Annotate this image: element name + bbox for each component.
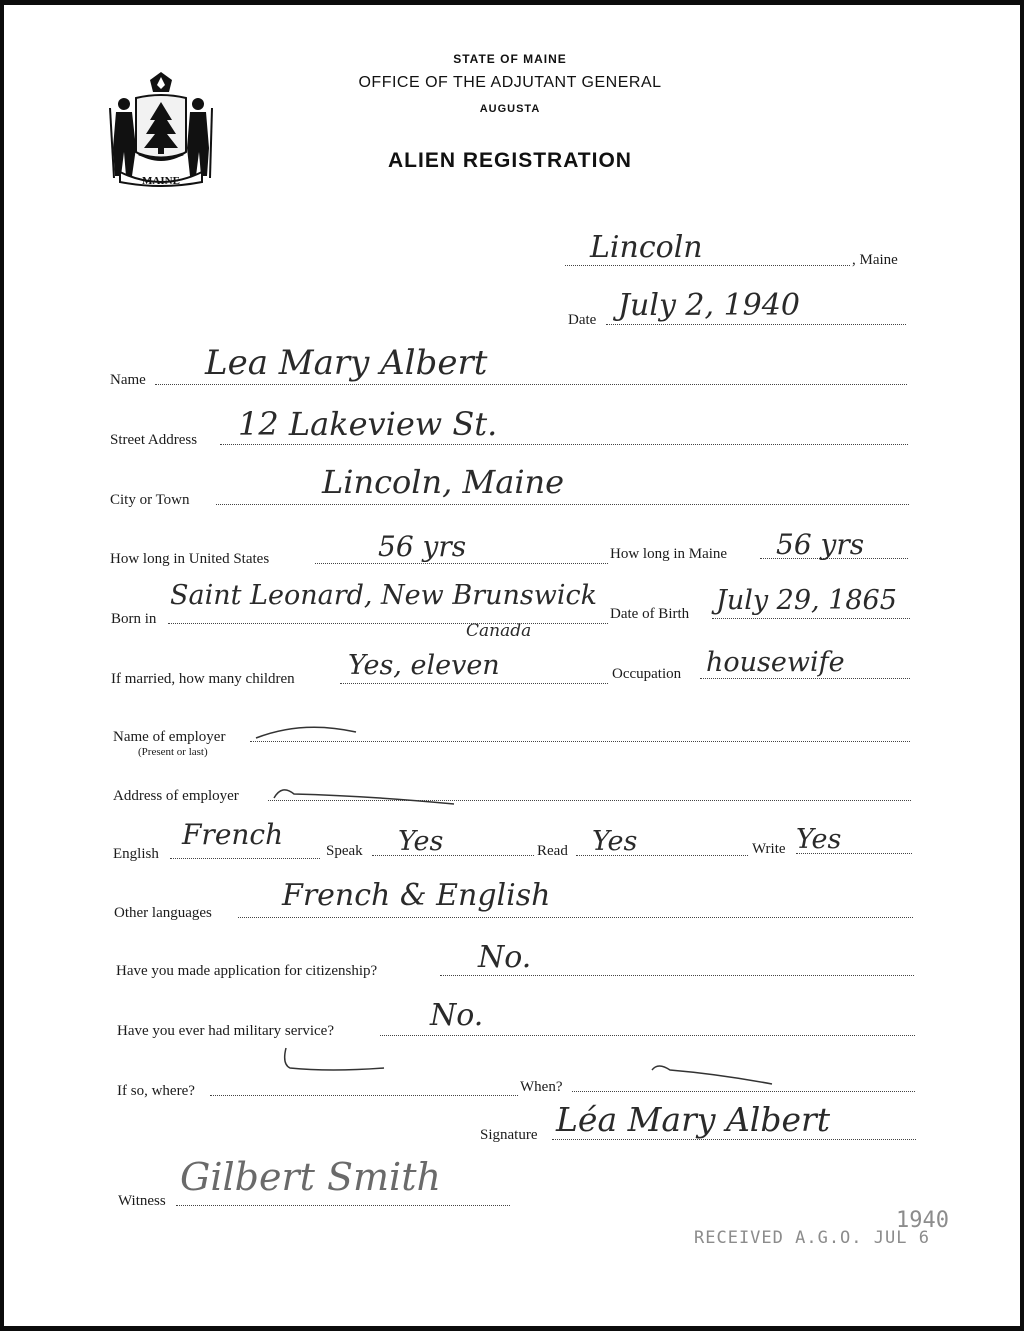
state-seal-icon	[106, 68, 216, 190]
occupation-field	[700, 678, 910, 679]
signature-value: Léa Mary Albert	[556, 1100, 831, 1139]
read-value: Yes	[592, 826, 638, 857]
children-value: Yes, eleven	[348, 650, 500, 681]
us-duration-value: 56 yrs	[378, 530, 467, 563]
employer-label: Name of employer	[113, 729, 226, 745]
scan-border-bottom	[0, 1326, 1024, 1331]
when-field	[572, 1091, 915, 1092]
maine-duration-label: How long in Maine	[610, 546, 728, 562]
received-stamp-year: 1940	[896, 1208, 949, 1233]
born-country-value: Canada	[466, 621, 532, 641]
employer-address-dash-mark	[270, 780, 460, 808]
place-value: Lincoln	[590, 230, 703, 265]
english-label: English	[113, 846, 159, 862]
signature-label: Signature	[480, 1127, 538, 1143]
street-field	[220, 444, 908, 445]
us-duration-field	[315, 563, 608, 564]
born-label: Born in	[111, 611, 157, 627]
name-label: Name	[110, 372, 146, 388]
employer-sublabel: (Present or last)	[138, 746, 208, 758]
speak-value: Yes	[398, 826, 444, 857]
header-office: OFFICE OF THE ADJUTANT GENERAL	[358, 74, 662, 91]
speak-field	[372, 855, 534, 856]
children-field	[340, 683, 608, 684]
born-value: Saint Leonard, New Brunswick	[170, 580, 597, 611]
dob-label: Date of Birth	[610, 606, 690, 622]
place-field	[565, 265, 850, 266]
employer-dash-mark	[252, 718, 362, 742]
other-languages-field	[238, 917, 913, 918]
city-field	[216, 504, 909, 505]
citizenship-field	[440, 975, 914, 976]
other-languages-value: French & English	[282, 878, 551, 913]
header-city: AUGUSTA	[479, 103, 541, 115]
when-label: When?	[520, 1079, 563, 1095]
military-label: Have you ever had military service?	[117, 1023, 334, 1039]
date-value: July 2, 1940	[618, 288, 800, 323]
born-field	[168, 623, 608, 624]
scan-border-right	[1020, 0, 1024, 1331]
maine-duration-value: 56 yrs	[776, 528, 865, 561]
employer-address-label: Address of employer	[113, 788, 239, 804]
citizenship-value: No.	[478, 940, 532, 975]
write-value: Yes	[796, 824, 842, 855]
where-field	[210, 1095, 518, 1096]
header-state: STATE OF MAINE	[453, 52, 567, 66]
english-field	[170, 858, 320, 859]
name-value: Lea Mary Albert	[205, 343, 488, 383]
witness-field	[176, 1205, 510, 1206]
other-languages-label: Other languages	[114, 905, 212, 921]
where-dash-mark	[280, 1046, 390, 1076]
signature-field	[552, 1139, 916, 1140]
english-value: French	[182, 818, 284, 851]
place-suffix: , Maine	[852, 252, 898, 268]
witness-label: Witness	[118, 1193, 166, 1209]
occupation-value: housewife	[706, 647, 845, 678]
occupation-label: Occupation	[612, 666, 682, 682]
us-duration-label: How long in United States	[110, 551, 270, 567]
svg-text:MAINE: MAINE	[142, 175, 180, 187]
read-label: Read	[537, 843, 568, 859]
witness-value: Gilbert Smith	[180, 1155, 441, 1199]
military-field	[380, 1035, 915, 1036]
military-value: No.	[430, 998, 484, 1033]
name-field	[155, 384, 907, 385]
dob-field	[712, 618, 910, 619]
when-dash-mark	[648, 1060, 778, 1090]
write-label: Write	[752, 841, 786, 857]
received-stamp: RECEIVED A.G.O. JUL 6	[694, 1228, 930, 1248]
citizenship-label: Have you made application for citizenship?	[116, 963, 378, 979]
speak-label: Speak	[326, 843, 363, 859]
city-value: Lincoln, Maine	[322, 463, 565, 501]
date-field	[606, 324, 906, 325]
street-label: Street Address	[110, 432, 198, 448]
city-label: City or Town	[110, 492, 190, 508]
date-label: Date	[568, 312, 597, 328]
form-title: ALIEN REGISTRATION	[388, 149, 632, 172]
street-value: 12 Lakeview St.	[238, 405, 498, 443]
where-label: If so, where?	[117, 1083, 195, 1099]
children-label: If married, how many children	[111, 671, 295, 687]
scan-border-top	[0, 0, 1024, 5]
dob-value: July 29, 1865	[716, 585, 897, 616]
scan-border-left	[0, 0, 4, 1331]
